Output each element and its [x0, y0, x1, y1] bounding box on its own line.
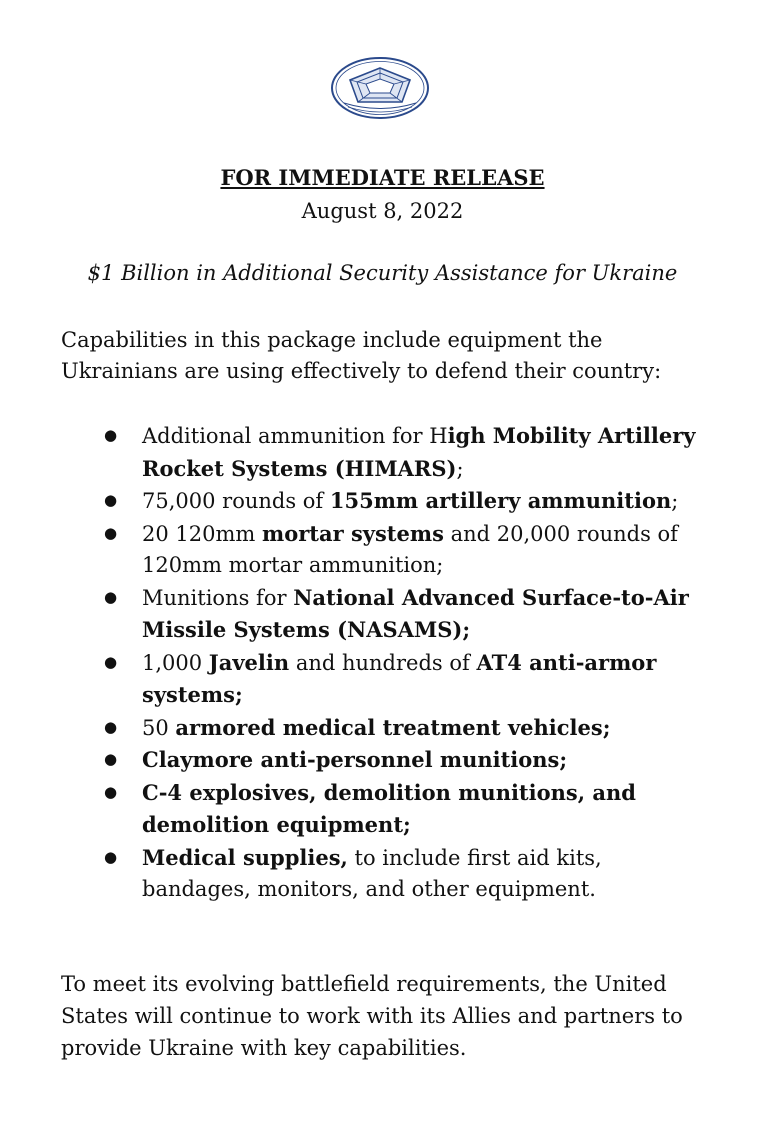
list-item: ● Munitions for National Advanced Surface-to-Air Missile Systems (NASAMS);	[100, 582, 710, 647]
bullet-icon: ●	[104, 491, 118, 509]
list-item: ● 75,000 rounds of 155mm artillery ammunition;	[100, 485, 710, 518]
bullet-icon: ●	[104, 426, 118, 444]
list-item: ● Claymore anti-personnel munitions;	[100, 744, 710, 777]
closing-paragraph: To meet its evolving battlefield requirements, the United States will continue to work with its Allies and partners to provide Ukraine with key capabilities.	[61, 972, 683, 1060]
list-item: ● Medical supplies, to include first aid kits, bandages, monitors, and other equipment.	[100, 842, 710, 906]
intro-paragraph: Capabilities in this package include equipment the Ukrainians are using effectively to defend their country:	[61, 328, 662, 383]
bullet-icon: ●	[104, 847, 118, 866]
release-label: FOR IMMEDIATE RELEASE	[220, 165, 545, 190]
bullet-icon: ●	[104, 587, 118, 606]
list-item: ● C-4 explosives, demolition munitions, and demolition equipment;	[100, 777, 710, 842]
release-date: August 8, 2022	[301, 199, 464, 223]
list-item: ● 50 armored medical treatment vehicles;	[100, 712, 710, 745]
bullet-icon: ●	[104, 717, 118, 736]
bullet-icon: ●	[104, 652, 118, 671]
bullet-icon: ●	[104, 782, 118, 801]
bullet-icon: ●	[104, 523, 118, 542]
headline: $1 Billion in Additional Security Assistance for Ukraine	[87, 261, 678, 285]
capabilities-list	[100, 420, 710, 906]
bullet-icon: ●	[104, 750, 118, 768]
list-item: ● 1,000 Javelin and hundreds of AT4 anti-armor systems;	[100, 647, 710, 712]
pentagon-seal-icon	[330, 56, 430, 120]
list-item: ● 20 120mm mortar systems and 20,000 rounds of 120mm mortar ammunition;	[100, 518, 710, 582]
list-item: ● Additional ammunition for High Mobility Artillery Rocket Systems (HIMARS);	[100, 420, 710, 485]
